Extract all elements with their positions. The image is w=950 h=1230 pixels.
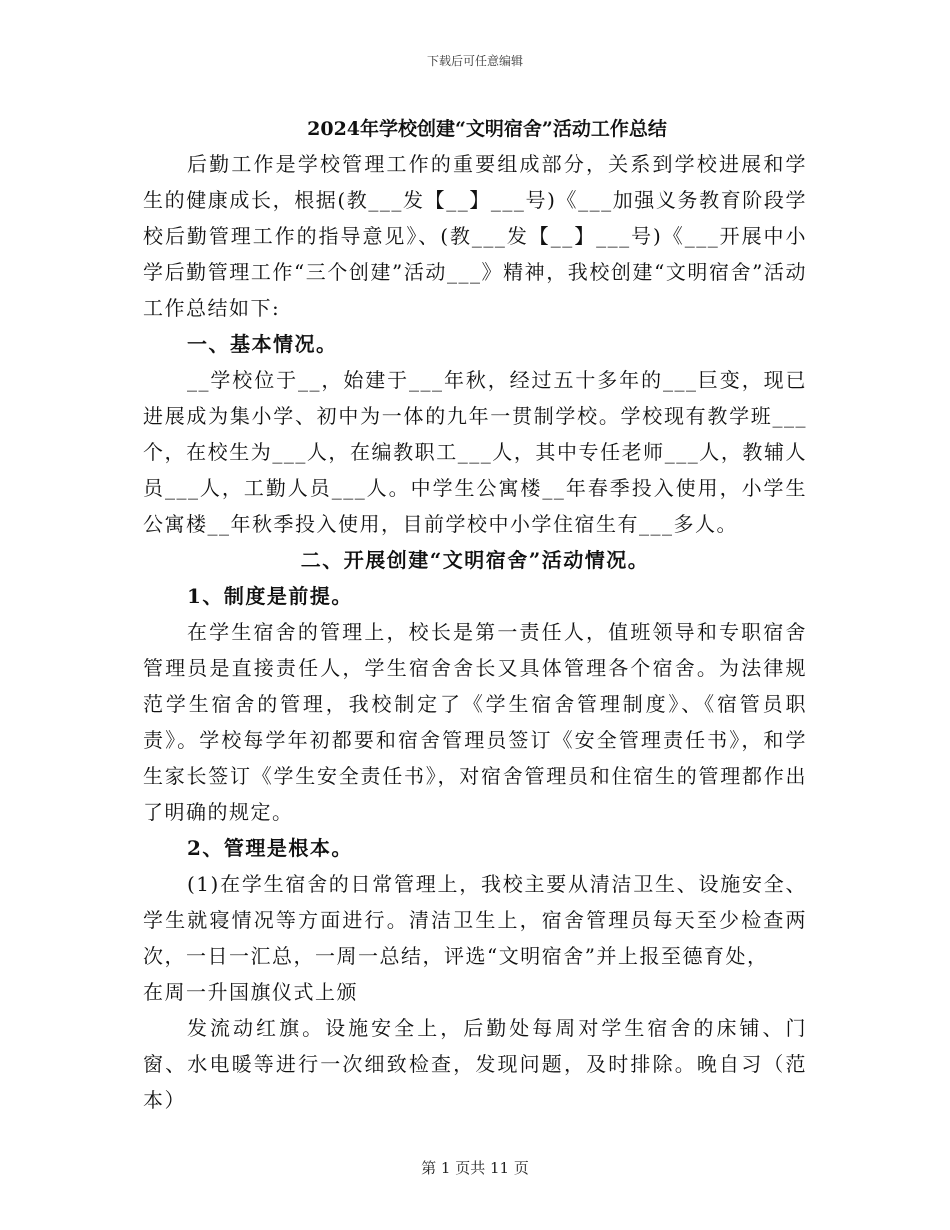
subsection-1-paragraph: 在学生宿舍的管理上，校长是第一责任人，值班领导和专职宿舍管理员是直接责任人，学生宿舍舍长又具体管理各个宿舍。为法律规范学生宿舍的管理，我校制定了《学生宿舍管理制度》、《宿管员职责》。学校每学年初都要和宿舍管理员签订《安全管理责任书》，和学生家长签订《学生安全责任书》，对宿舍管理员和住宿生的管理都作出了明确的规定。 (143, 620, 807, 824)
section-1-paragraph: __学校位于__，始建于___年秋，经过五十多年的___巨变，现已进展成为集小学、初中为一体的九年一贯制学校。学校现有教学班___个，在校生为___人，在编教职工___人，其中专任老师___人，教辅人员___人，工勤人员___人。中学生公寓楼__年春季投入使用，小学生公寓楼__年秋季投入使用，目前学校中小学住宿生有___多人。 (143, 368, 807, 536)
intro-paragraph: 后勤工作是学校管理工作的重要组成部分，关系到学校进展和学生的健康成长，根据(教___发【__】___号)《___加强义务教育阶段学校后勤管理工作的指导意见》、(教___发【__】___号)《___开展中小学后勤管理工作“三个创建”活动___》精神，我校创建“文明宿舍”活动工作总结如下: (143, 152, 807, 320)
section-2-heading: 二、开展创建“文明宿舍”活动情况。 (300, 548, 650, 572)
subsection-2-paragraph-a-end: 在周一升国旗仪式上颁 (143, 980, 358, 1004)
subsection-2-paragraph-b: 发流动红旗。设施安全上，后勤处每周对学生宿舍的床铺、门窗、水电暖等进行一次细致检查，发现问题，及时排除。晚自习（范本） (143, 1016, 807, 1112)
subsection-2-heading: 2、管理是根本。 (187, 836, 353, 860)
page-number: 第 1 页共 11 页 (421, 1159, 529, 1177)
document-body (143, 112, 807, 1118)
document-title: 2024年学校创建“文明宿舍”活动工作总结 (307, 118, 667, 140)
section-1-heading: 一、基本情况。 (187, 332, 338, 356)
subsection-2-paragraph-a: (1)在学生宿舍的日常管理上，我校主要从清洁卫生、设施安全、学生就寝情况等方面进行。清洁卫生上，宿舍管理员每天至少检查两次，一日一汇总，一周一总结，评选“文明宿舍”并上报至德育处， (143, 872, 807, 968)
subsection-1-heading: 1、制度是前提。 (187, 584, 353, 608)
page-header-note: 下载后可任意编辑 (426, 54, 523, 68)
